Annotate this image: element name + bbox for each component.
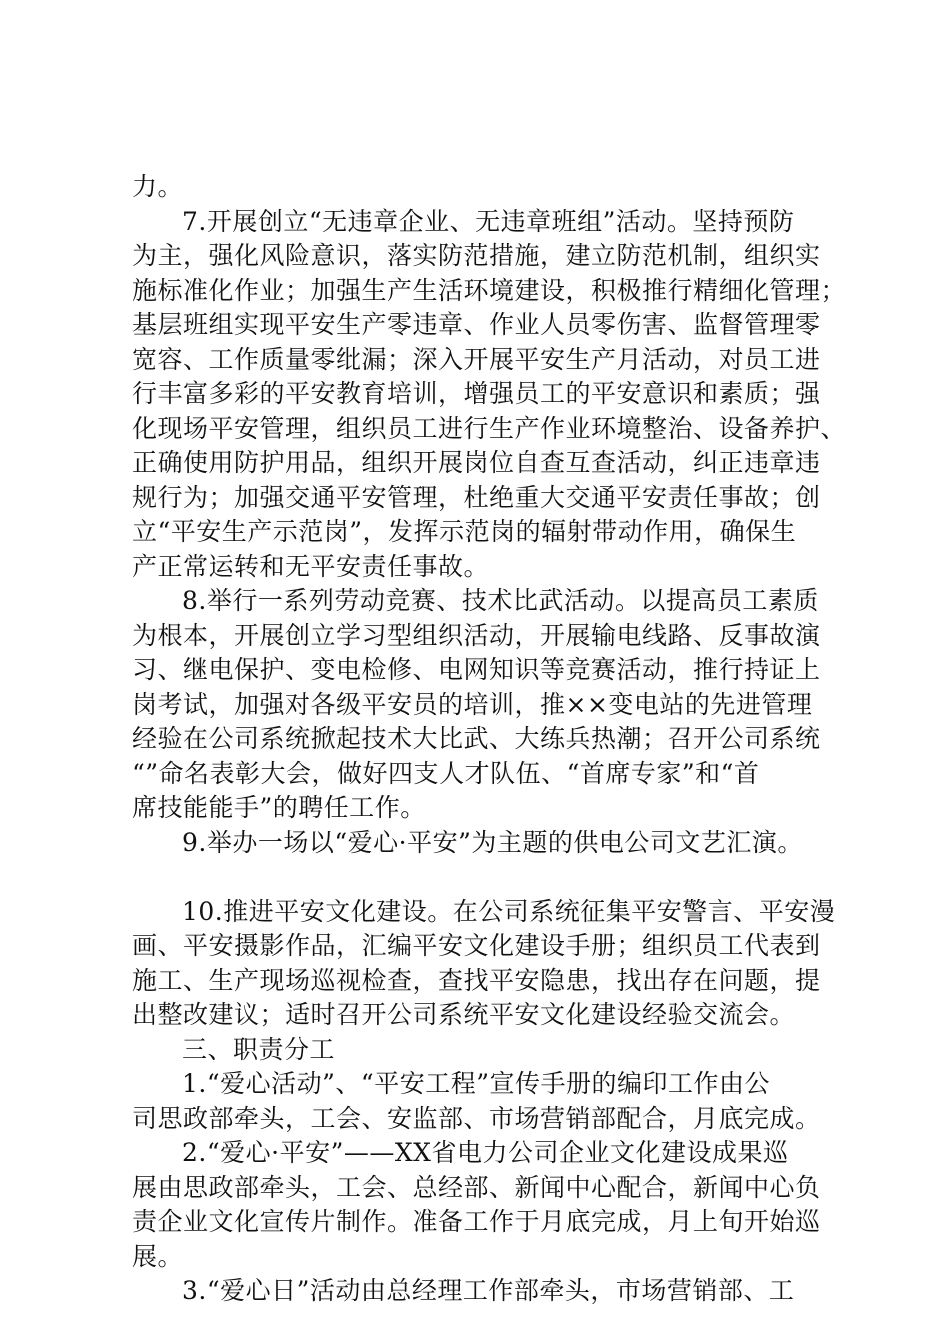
text-line: 席技能能手”的聘任工作。 bbox=[132, 793, 426, 822]
text-line: 产正常运转和无平安责任事故。 bbox=[132, 551, 490, 581]
text-line: 力。 bbox=[132, 172, 184, 201]
text-line: 为主，强化风险意识，落实防范措施，建立防范机制，组织实 bbox=[132, 241, 821, 270]
text-line: 基层班组实现平安生产零违章、作业人员零伤害、监督管理零 bbox=[132, 310, 821, 339]
paragraph-9: 9.举办一场以“爱心·平安”为主题的供电公司文艺汇演。 bbox=[182, 827, 803, 857]
text-line: 立“平安生产示范岗”，发挥示范岗的辐射带动作用，确保生 bbox=[132, 517, 797, 546]
text-line: 宽容、工作质量零纰漏；深入开展平安生产月活动，对员工进 bbox=[132, 344, 821, 374]
document-body bbox=[132, 170, 847, 1309]
text-line: 化现场平安管理，组织员工进行生产作业环境整治、设备养护、 bbox=[132, 413, 847, 443]
text-line: 岗考试，加强对各级平安员的培训，推××变电站的先进管理 bbox=[132, 689, 813, 719]
text-line: 司思政部牵头，工会、安监部、市场营销部配合，月底完成。 bbox=[132, 1103, 821, 1133]
duty-2-start: 2.“爱心·平安”——XX省电力公司企业文化建设成果巡 bbox=[182, 1138, 789, 1167]
text-line: 展。 bbox=[132, 1241, 184, 1271]
paragraph-10-start: 10.推进平安文化建设。在公司系统征集平安警言、平安漫 bbox=[182, 896, 836, 926]
text-line: 规行为；加强交通平安管理，杜绝重大交通平安责任事故；创 bbox=[132, 482, 821, 512]
text-line: 出整改建议；适时召开公司系统平安文化建设经验交流会。 bbox=[132, 1000, 796, 1029]
text-line: 画、平安摄影作品，汇编平安文化建设手册；组织员工代表到 bbox=[132, 931, 821, 960]
paragraph-8-start: 8.举行一系列劳动竞赛、技术比武活动。以提高员工素质 bbox=[182, 586, 819, 615]
text-line: 经验在公司系统掀起技术大比武、大练兵热潮；召开公司系统 bbox=[132, 724, 821, 753]
text-line: 施工、生产现场巡视检查，查找平安隐患，找出存在问题，提 bbox=[132, 965, 821, 995]
paragraph-7-start: 7.开展创立“无违章企业、无违章班组”活动。坚持预防 bbox=[182, 206, 795, 236]
duty-3-start: 3.“爱心日”活动由总经理工作部牵头，市场营销部、工 bbox=[182, 1276, 795, 1305]
text-line: 习、继电保护、变电检修、电网知识等竞赛活动，推行持证上 bbox=[132, 655, 821, 684]
text-line: 责企业文化宣传片制作。准备工作于月底完成，月上旬开始巡 bbox=[132, 1207, 821, 1236]
section-heading: 三、职责分工 bbox=[182, 1034, 336, 1064]
text-line: 展由思政部牵头，工会、总经部、新闻中心配合，新闻中心负 bbox=[132, 1172, 821, 1202]
text-line: 为根本，开展创立学习型组织活动，开展输电线路、反事故演 bbox=[132, 620, 821, 650]
duty-1-start: 1.“爱心活动”、“平安工程”宣传手册的编印工作由公 bbox=[182, 1069, 770, 1098]
text-line: 施标准化作业；加强生产生活环境建设，积极推行精细化管理； bbox=[132, 275, 847, 305]
paragraph-gap bbox=[132, 860, 832, 895]
text-line: “”命名表彰大会，做好四支人才队伍、“首席专家”和“首 bbox=[132, 758, 760, 788]
text-line: 行丰富多彩的平安教育培训，增强员工的平安意识和素质；强 bbox=[132, 379, 821, 408]
text-line: 正确使用防护用品，组织开展岗位自查互查活动，纠正违章违 bbox=[132, 448, 821, 477]
